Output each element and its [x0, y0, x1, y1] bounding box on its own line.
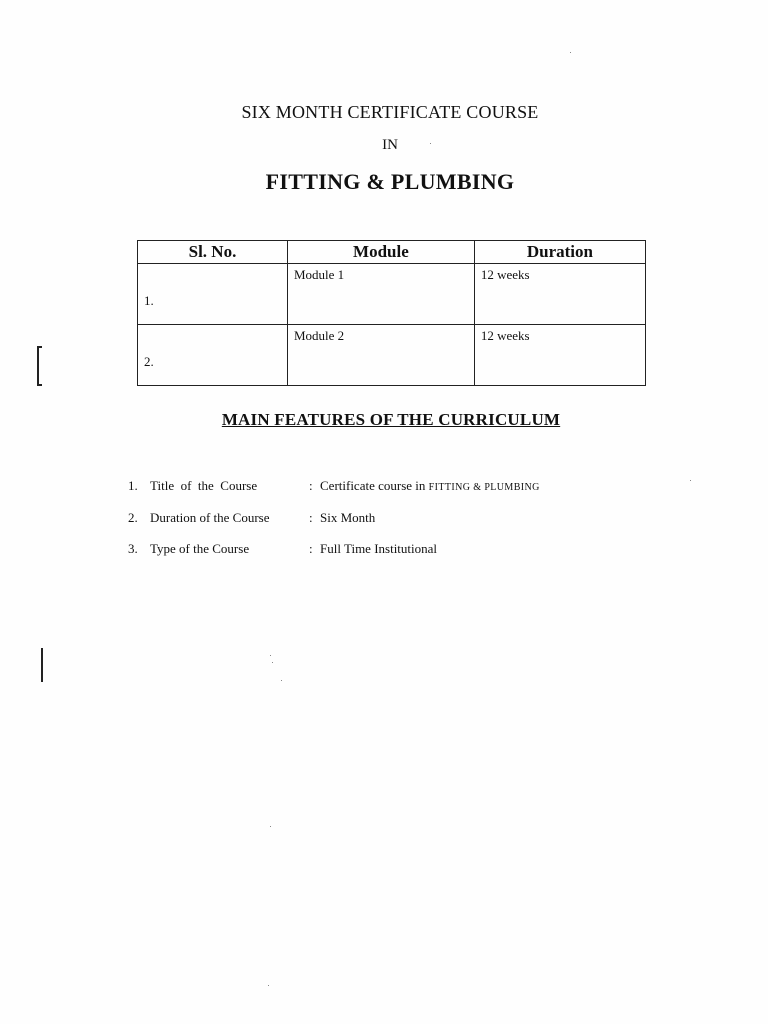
feature-value-caps: FITTING & PLUMBING — [428, 482, 540, 493]
scan-speck — [281, 680, 282, 681]
feature-label: Type of the Course — [150, 541, 250, 556]
feature-label: Duration of the Course — [150, 510, 270, 525]
cell-duration: 12 weeks — [474, 264, 645, 325]
features-section-title: MAIN FEATURES OF THE CURRICULUM — [221, 410, 561, 429]
cell-sl-no: 1. — [138, 264, 288, 325]
feature-number: 1. — [128, 478, 138, 493]
feature-value: Six Month — [320, 510, 376, 525]
course-heading-connector: IN — [382, 137, 398, 153]
feature-colon: : — [309, 478, 313, 493]
feature-label: Title of the Course — [150, 478, 258, 493]
scan-speck — [430, 143, 431, 144]
feature-colon: : — [309, 541, 313, 556]
table-row — [138, 325, 646, 386]
column-header-sl-no: Sl. No. — [138, 241, 288, 264]
scan-speck — [268, 985, 269, 986]
feature-value: Full Time Institutional — [320, 541, 438, 556]
feature-item — [128, 478, 540, 494]
scan-bracket-mark — [37, 346, 42, 386]
scan-speck — [272, 662, 273, 663]
scan-bracket-mark — [41, 648, 43, 682]
feature-item — [128, 510, 375, 526]
cell-duration: 12 weeks — [474, 325, 645, 386]
modules-table — [137, 240, 646, 386]
scan-speck — [570, 52, 571, 53]
scan-speck — [270, 655, 271, 656]
scan-speck — [270, 826, 271, 827]
course-heading: SIX MONTH CERTIFICATE COURSE — [241, 102, 539, 122]
feature-item — [128, 541, 437, 557]
feature-value — [320, 478, 540, 494]
feature-number: 2. — [128, 510, 138, 525]
table-row — [138, 264, 646, 325]
scan-speck — [690, 480, 691, 481]
table-header-row — [138, 241, 646, 264]
feature-number: 3. — [128, 541, 138, 556]
feature-value-text: Certificate course in — [320, 478, 429, 493]
cell-sl-no: 2. — [138, 325, 288, 386]
cell-module: Module 2 — [287, 325, 474, 386]
feature-colon: : — [309, 510, 313, 525]
cell-module: Module 1 — [287, 264, 474, 325]
column-header-duration: Duration — [474, 241, 645, 264]
column-header-module: Module — [287, 241, 474, 264]
course-title: FITTING & PLUMBING — [265, 169, 515, 194]
